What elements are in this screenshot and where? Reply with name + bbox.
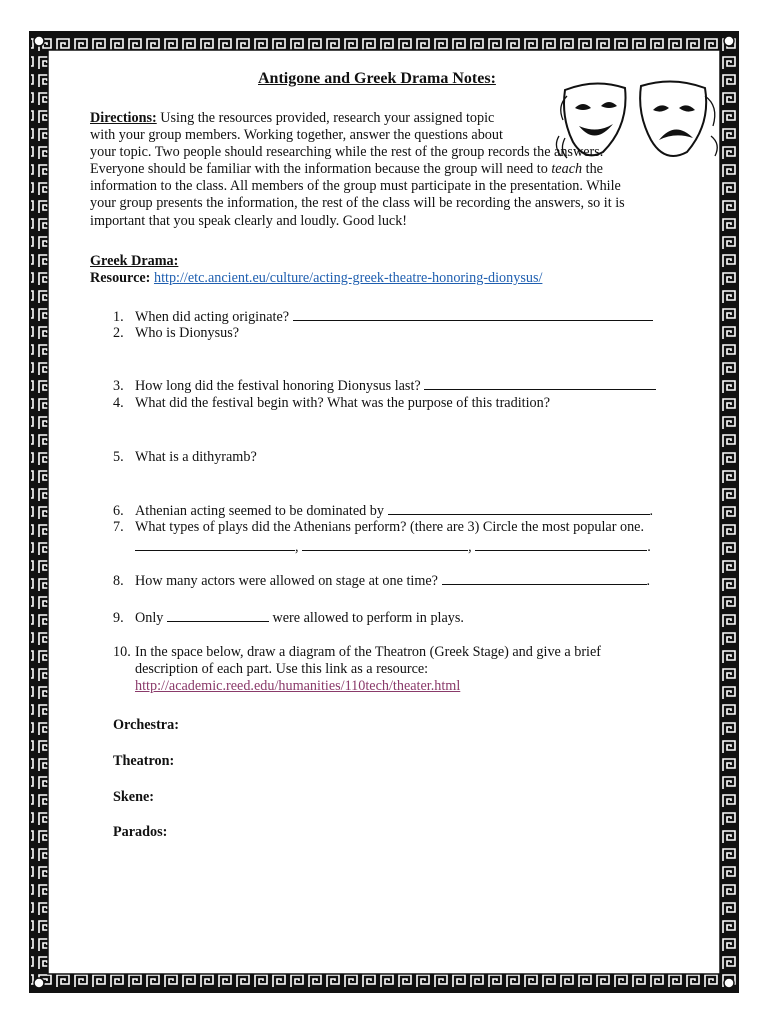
question-number: 3. (113, 378, 124, 394)
part-skene: Skene: (113, 789, 154, 805)
part-orchestra: Orchestra: (113, 717, 179, 733)
theater-link[interactable]: http://academic.reed.edu/humanities/110tech/theater.html (135, 678, 461, 695)
answer-blank[interactable] (293, 308, 653, 321)
resource-link[interactable]: http://etc.ancient.eu/culture/acting-greek-theatre-honoring-dionysus/ (153, 270, 543, 286)
question-number: 10. (113, 644, 131, 660)
question-number: 7. (113, 519, 124, 535)
answer-blank[interactable] (302, 538, 468, 551)
question-text: Only (135, 610, 164, 626)
directions-line: Everyone should be familiar with the information because the group will need to (90, 161, 552, 178)
directions-label: Directions: (90, 110, 157, 126)
question-2 (113, 325, 693, 342)
answer-blank[interactable] (442, 572, 647, 585)
question-text: Athenian acting seemed to be dominated by (135, 503, 384, 519)
question-text: What did the festival begin with? What was the purpose of this tradition? (135, 395, 551, 411)
part-theatron: Theatron: (113, 753, 175, 769)
part-parados: Parados: (113, 824, 168, 840)
answer-blank[interactable] (388, 502, 650, 515)
directions-line: Using the resources provided, research your assigned topic (156, 110, 495, 126)
answer-blank[interactable] (167, 609, 269, 622)
question-text: When did acting originate? (135, 309, 290, 325)
punctuation: . (649, 503, 654, 519)
directions-line: the (582, 161, 603, 178)
punctuation: , (295, 539, 299, 555)
question-8 (113, 572, 693, 590)
question-text: Who is Dionysus? (135, 325, 240, 341)
question-number: 9. (113, 610, 124, 626)
page-title: Antigone and Greek Drama Notes: (258, 70, 496, 87)
directions-line: information to the class. All members of the group must participate in the presentation. While (90, 178, 621, 195)
question-4 (113, 395, 693, 412)
resource-line (90, 270, 542, 287)
question-text: description of each part. Use this link as a resource: (135, 661, 429, 678)
answer-blank[interactable] (475, 538, 647, 551)
punctuation: . (646, 573, 651, 589)
directions-line: important that you speak clearly and loudly. Good luck! (90, 212, 408, 229)
question-number: 8. (113, 573, 124, 589)
question-number: 5. (113, 449, 124, 465)
question-text: How long did the festival honoring Dionysus last? (135, 378, 421, 394)
question-text: What types of plays did the Athenians perform? (there are 3) Circle the most popular one. (135, 519, 645, 535)
directions-line: your group presents the information, the rest of the class will be recording the answers, so it is (90, 195, 625, 212)
section-heading: Greek Drama: (90, 253, 179, 269)
punctuation: . (647, 539, 651, 555)
directions-line: with your group members. Working together, answer the questions about (90, 127, 503, 144)
answer-blank[interactable] (135, 538, 295, 551)
question-5 (113, 449, 693, 466)
question-text: How many actors were allowed on stage at one time? (135, 573, 438, 589)
question-number: 6. (113, 503, 124, 519)
question-10 (113, 644, 693, 696)
question-3 (113, 377, 693, 395)
question-6 (113, 502, 693, 520)
question-text: were allowed to perform in plays. (272, 610, 464, 626)
directions-line: your topic. Two people should researching while the rest of the group records the answers. (90, 144, 604, 161)
question-7-blanks (135, 538, 715, 556)
answer-blank[interactable] (424, 377, 656, 390)
question-number: 2. (113, 325, 124, 341)
punctuation: , (468, 539, 472, 555)
emphasis-teach: teach (551, 161, 583, 178)
question-7 (113, 519, 693, 536)
resource-label: Resource: (90, 270, 151, 286)
question-text: In the space below, draw a diagram of the Theatron (Greek Stage) and give a brief (135, 644, 602, 660)
question-number: 1. (113, 309, 124, 325)
question-number: 4. (113, 395, 124, 411)
question-text: What is a dithyramb? (135, 449, 257, 465)
question-9 (113, 609, 693, 627)
directions (90, 110, 690, 230)
question-1 (113, 308, 693, 326)
